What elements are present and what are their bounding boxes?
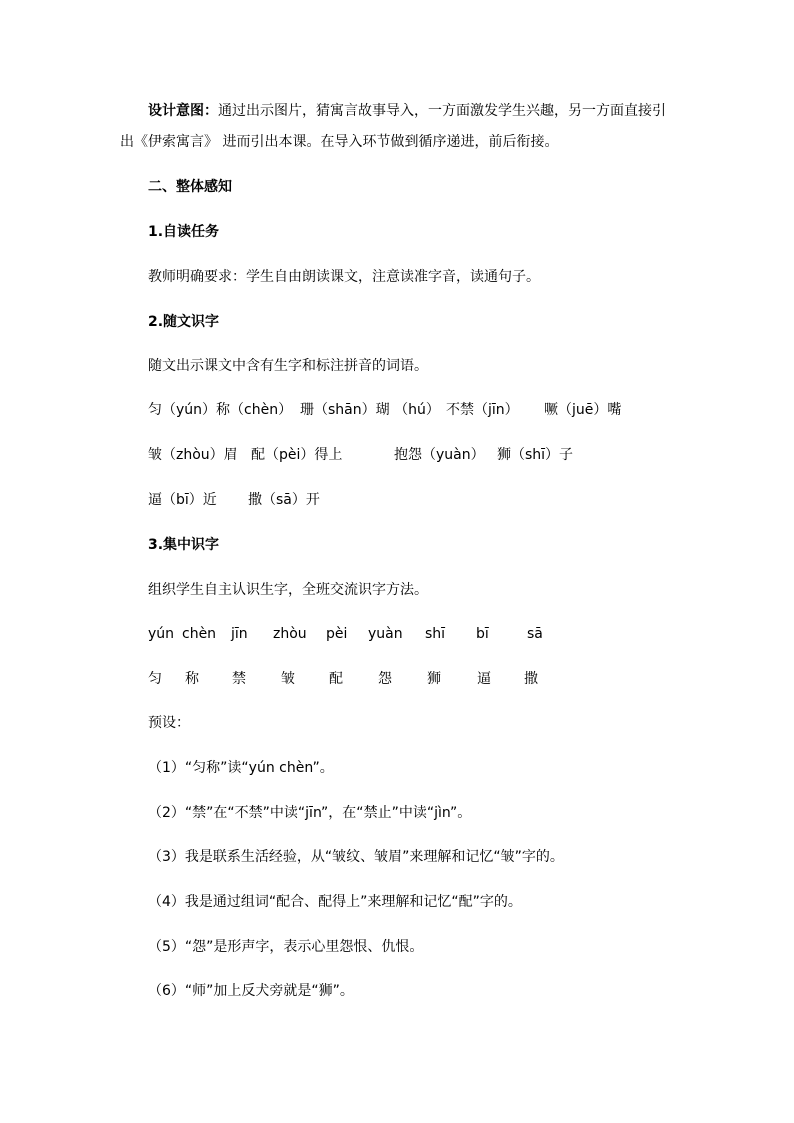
pinyin-item: chèn [182, 626, 217, 642]
word-item: 不禁（jīn） [446, 402, 519, 418]
task-2-intro: 随文出示课文中含有生字和标注拼音的词语。 [148, 358, 428, 374]
character-item: 配 [329, 671, 343, 687]
preset-item: （6）“师”加上反犬旁就是“狮”。 [148, 983, 354, 999]
word-item: 抱怨（yuàn） [394, 447, 485, 463]
character-item: 皱 [281, 671, 295, 687]
word-item: 珊（shān）瑚 （hú） [300, 402, 440, 418]
character-item: 匀 [148, 671, 162, 687]
pinyin-item: jīn [231, 626, 248, 642]
task-1-title: 1.自读任务 [148, 224, 220, 240]
pinyin-item: sā [527, 626, 543, 642]
task-2-title: 2.随文识字 [148, 314, 220, 330]
pinyin-item: yuàn [368, 626, 403, 642]
character-item: 撒 [524, 671, 538, 687]
word-item: 配（pèi）得上 [251, 447, 343, 463]
preset-item: （2）“禁”在“不禁”中读“jīn”，在“禁止”中读“jìn”。 [148, 805, 472, 821]
pinyin-item: zhòu [273, 626, 307, 642]
pinyin-item: pèi [326, 626, 348, 642]
pinyin-item: bī [476, 626, 489, 642]
design-intent-line-2: 出《伊索寓言》 进而引出本课。在导入环节做到循序递进，前后衔接。 [120, 134, 559, 150]
section-title-overall-perception: 二、整体感知 [148, 179, 232, 195]
preset-item: （3）我是联系生活经验，从“皱纹、皱眉”来理解和记忆“皱”字的。 [148, 849, 564, 865]
preset-item: （5）“怨”是形声字，表示心里怨恨、仇恨。 [148, 939, 424, 955]
task-1-text: 教师明确要求：学生自由朗读课文，注意读准字音，读通句子。 [148, 269, 540, 285]
character-item: 称 [185, 671, 199, 687]
word-item: 狮（shī）子 [497, 447, 574, 463]
character-item: 禁 [232, 671, 246, 687]
character-item: 怨 [378, 671, 392, 687]
preset-label: 预设： [148, 715, 190, 731]
preset-item: （4）我是通过组词“配合、配得上”来理解和记忆“配”字的。 [148, 894, 522, 910]
task-3-title: 3.集中识字 [148, 537, 220, 553]
design-intent-text-1: 通过出示图片，猜寓言故事导入，一方面激发学生兴趣，另一方面直接引 [218, 103, 666, 119]
word-item: 皱（zhòu）眉 [148, 447, 238, 463]
design-intent-line-1 [148, 100, 666, 122]
character-item: 狮 [427, 671, 441, 687]
character-item: 逼 [477, 671, 491, 687]
word-item: 匀（yún）称（chèn） [148, 402, 293, 418]
word-item: 逼（bī）近 [148, 492, 217, 508]
preset-item: （1）“匀称”读“yún chèn”。 [148, 760, 334, 776]
design-intent-label: 设计意图： [148, 103, 218, 119]
word-item: 撒（sā）开 [248, 492, 320, 508]
word-item: 噘（juē）嘴 [544, 402, 622, 418]
pinyin-item: yún [148, 626, 175, 642]
pinyin-item: shī [425, 626, 446, 642]
task-3-intro: 组织学生自主认识生字，全班交流识字方法。 [148, 582, 428, 598]
